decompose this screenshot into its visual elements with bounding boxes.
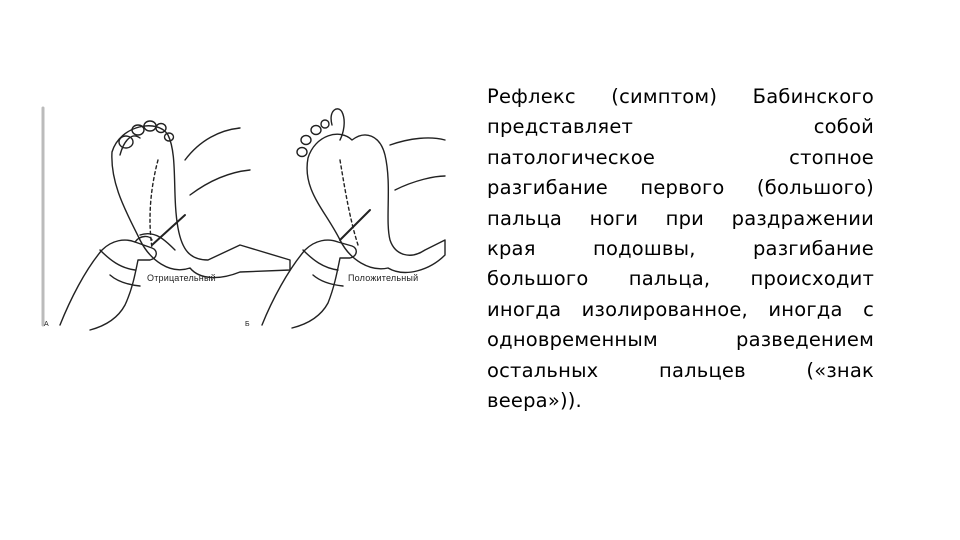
text-line: веера»)). (487, 389, 582, 413)
foot-negative (112, 121, 290, 278)
babinski-description (487, 82, 874, 416)
text-line: одновременным разведением (487, 328, 874, 352)
text-line: патологическое стопное (487, 145, 874, 169)
panel-a-letter: A (44, 321, 49, 328)
text-line: пальца ноги при раздражении (487, 206, 874, 230)
hand-positive (262, 240, 356, 328)
text-line: иногда изолированное, иногда с (487, 297, 874, 321)
text-line: большого пальца, происходит (487, 267, 874, 291)
text-line: остальных пальцев («знак (487, 358, 874, 382)
babinski-drawing (40, 100, 450, 340)
babinski-illustration (40, 100, 450, 340)
text-line: представляет собой (487, 115, 874, 139)
panel-b-caption: Положительный (348, 273, 419, 283)
panel-a-caption: Отрицательный (147, 273, 216, 283)
text-line: разгибание первого (большого) (487, 176, 874, 200)
text-line: Рефлекс (симптом) Бабинского (487, 85, 874, 108)
foot-positive (297, 109, 445, 273)
panel-b-letter: Б (245, 321, 250, 328)
hand-negative (60, 236, 156, 330)
text-line: края подошвы, разгибание (487, 237, 874, 261)
